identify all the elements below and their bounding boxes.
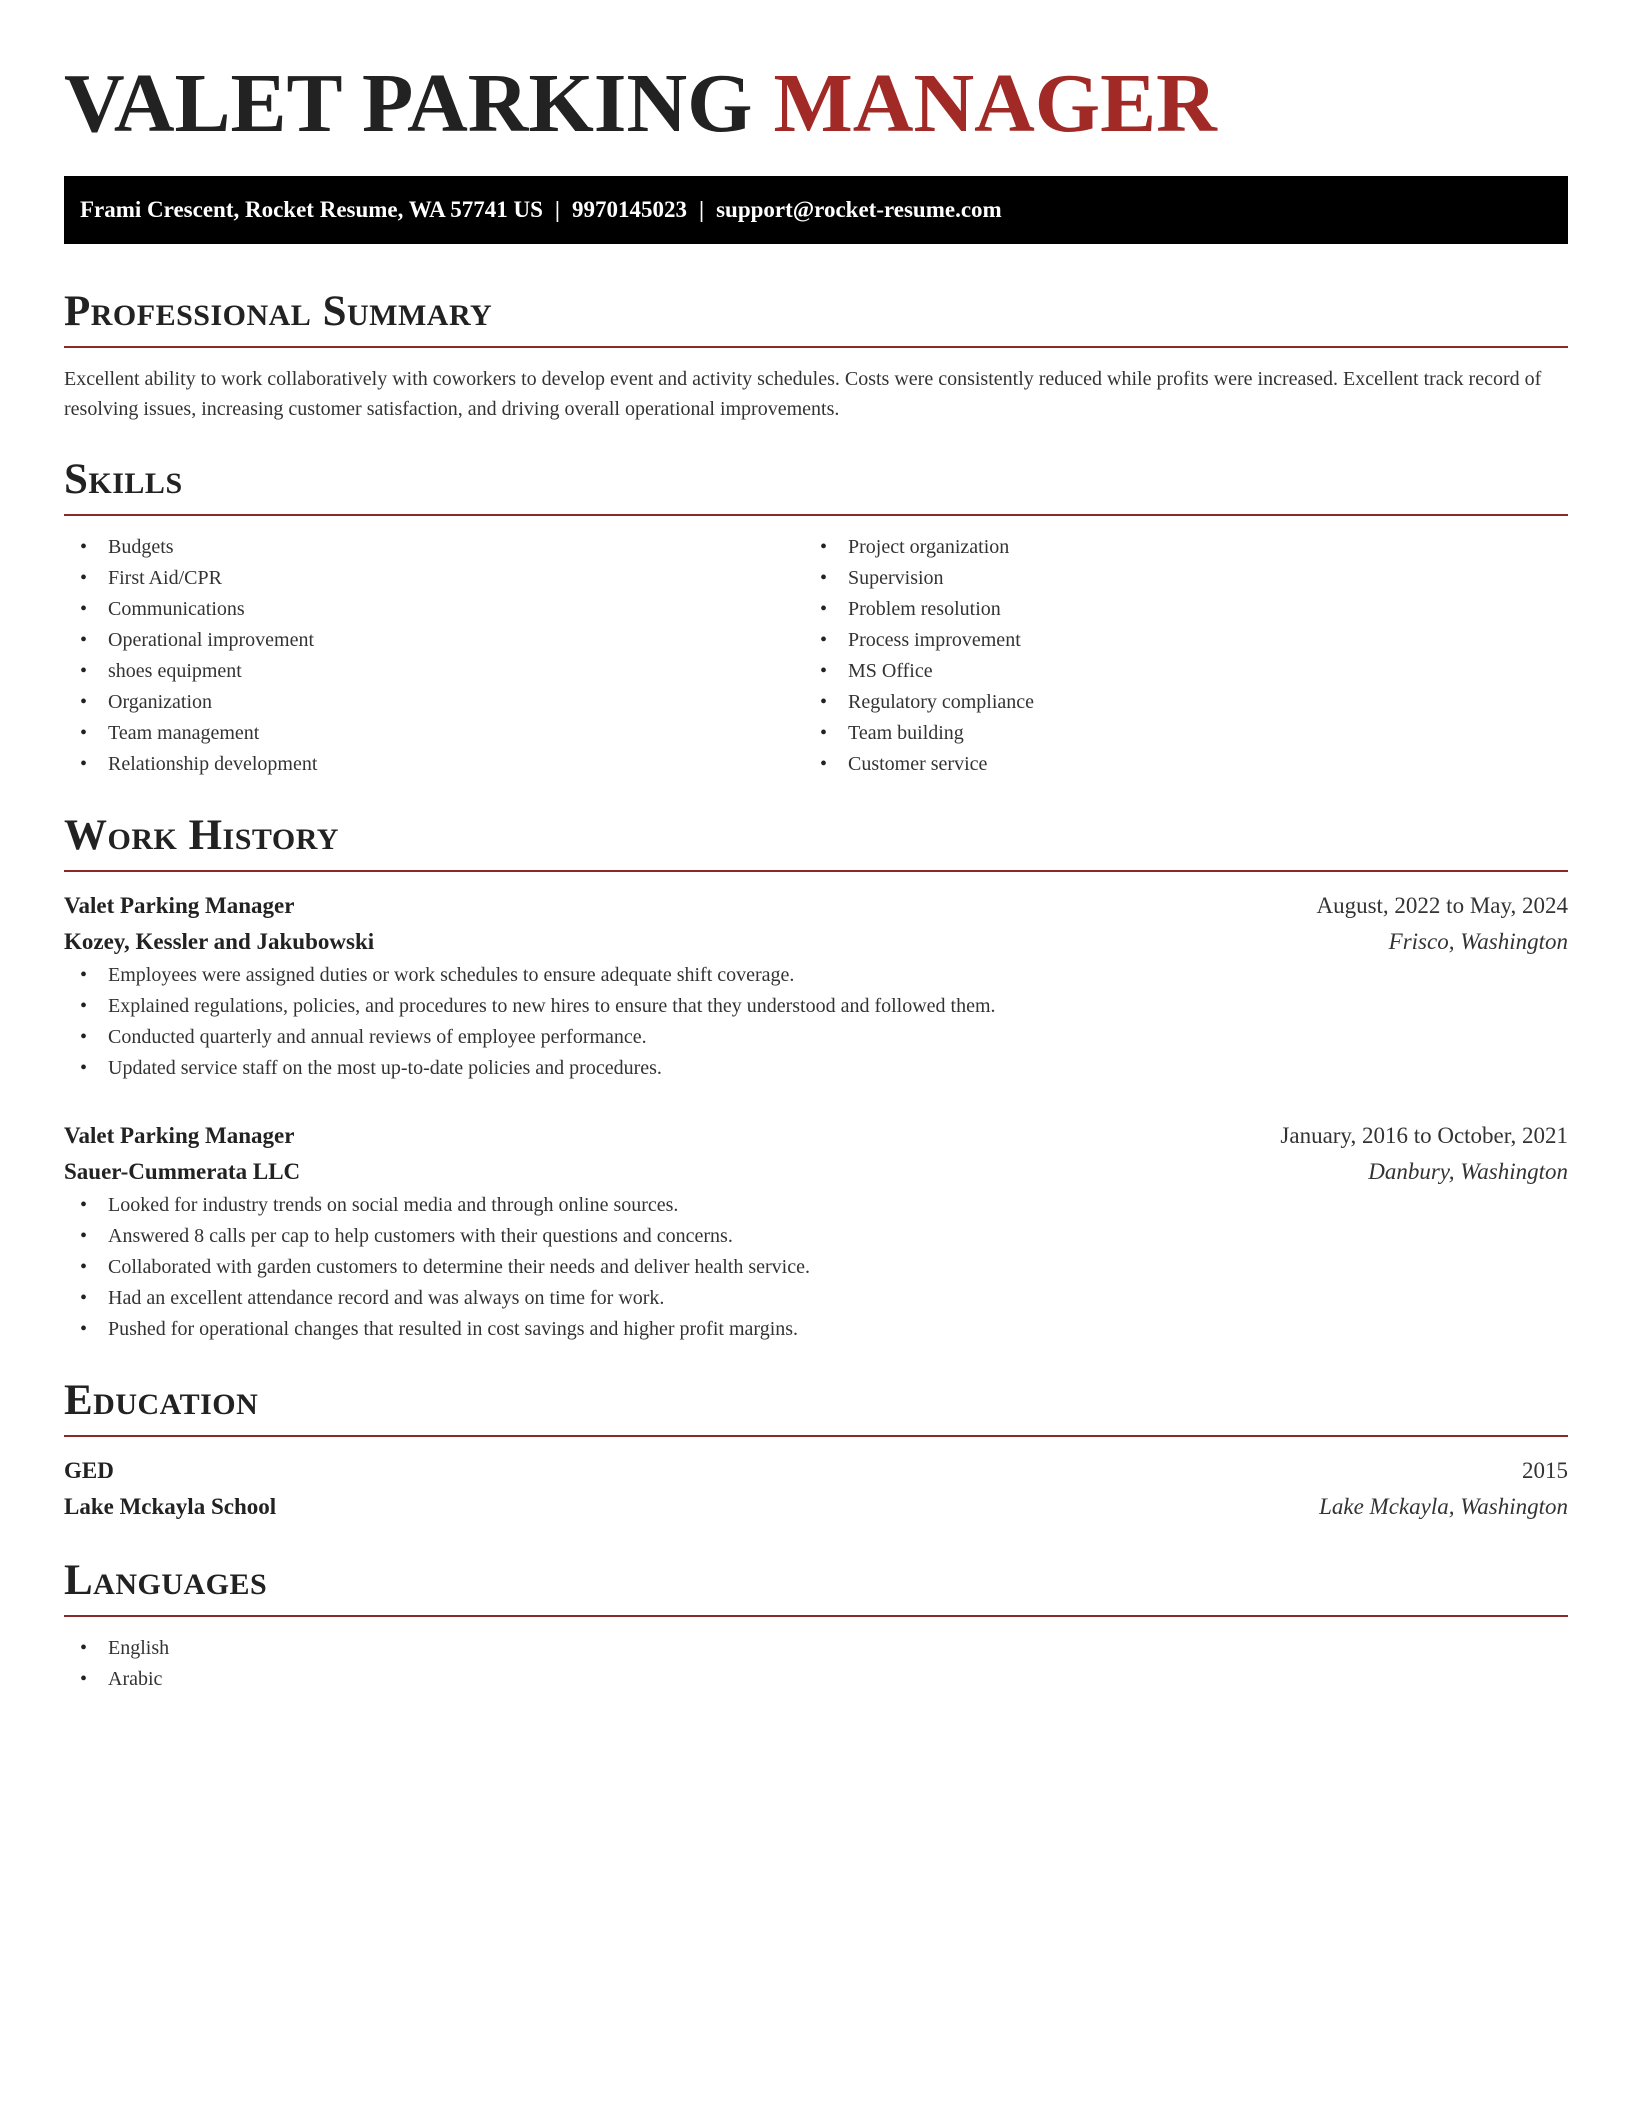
skills-grid [64,532,1568,780]
job-bullets [64,1190,1568,1345]
skill-item: • Regulatory compliance [804,687,1544,718]
job-location: Frisco, Washington [1388,929,1568,954]
section-divider [64,346,1568,348]
work-section [64,808,1568,1345]
section-divider [64,1435,1568,1437]
language-item: • Arabic [64,1664,1568,1695]
education-school: Lake Mckayla School [64,1494,277,1519]
language-item: • English [64,1633,1568,1664]
contact-phone: 9970145023 [572,197,687,222]
skills-list-left [64,532,804,780]
summary-section [64,284,1568,424]
skill-item: • Communications [64,594,804,625]
education-year: 2015 [1522,1458,1568,1483]
job-company: Kozey, Kessler and Jakubowski [64,929,375,954]
skill-item: • Problem resolution [804,594,1544,625]
languages-heading: Languages [64,1557,268,1604]
job-entry [64,888,1568,1084]
job-bullet: • Looked for industry trends on social media and through online sources. [64,1190,1568,1221]
skills-heading: Skills [64,456,183,503]
skill-item: • Team management [64,718,804,749]
resume-title [64,54,1568,154]
education-degree-row [64,1453,1568,1489]
summary-heading: Professional Summary [64,288,493,335]
job-title: Valet Parking Manager [64,893,295,918]
job-bullet: • Answered 8 calls per cap to help customers with their questions and concerns. [64,1221,1568,1252]
job-dates: January, 2016 to October, 2021 [1280,1123,1568,1148]
section-divider [64,1615,1568,1617]
job-company: Sauer-Cummerata LLC [64,1159,301,1184]
skill-item: • Team building [804,718,1544,749]
skills-list-right [804,532,1544,780]
skill-item: • Process improvement [804,625,1544,656]
education-location: Lake Mckayla, Washington [1319,1494,1568,1519]
education-school-row [64,1489,1568,1525]
contact-bar [64,176,1568,244]
skill-item: • Customer service [804,749,1544,780]
job-entry [64,1118,1568,1345]
job-bullet: • Updated service staff on the most up-to-date policies and procedures. [64,1053,1568,1084]
section-divider [64,514,1568,516]
job-bullets [64,960,1568,1084]
job-company-row [64,924,1568,960]
education-degree: GED [64,1458,114,1483]
skill-item: • Budgets [64,532,804,563]
job-bullet: • Explained regulations, policies, and procedures to new hires to ensure that they understood and followed them. [64,991,1568,1022]
work-heading: Work History [64,812,339,859]
job-bullet: • Conducted quarterly and annual reviews of employee performance. [64,1022,1568,1053]
job-bullet: • Had an excellent attendance record and was always on time for work. [64,1283,1568,1314]
section-divider [64,870,1568,872]
job-title-row [64,1118,1568,1154]
skill-item: • Project organization [804,532,1544,563]
job-company-row [64,1154,1568,1190]
skill-item: • Supervision [804,563,1544,594]
job-dates: August, 2022 to May, 2024 [1316,893,1568,918]
contact-separator: | [554,197,560,222]
contact-address: Frami Crescent, Rocket Resume, WA 57741 US [80,197,543,222]
title-accent: MANAGER [773,57,1217,150]
skills-section [64,452,1568,780]
education-section [64,1373,1568,1525]
job-bullet: • Pushed for operational changes that resulted in cost savings and higher profit margins. [64,1314,1568,1345]
skill-item: • MS Office [804,656,1544,687]
skill-item: • Organization [64,687,804,718]
languages-section [64,1553,1568,1695]
contact-email: support@rocket-resume.com [716,197,1002,222]
skill-item: • First Aid/CPR [64,563,804,594]
job-title-row [64,888,1568,924]
skill-item: • shoes equipment [64,656,804,687]
skill-item: • Relationship development [64,749,804,780]
education-heading: Education [64,1377,259,1424]
title-main: VALET PARKING [64,57,753,150]
job-bullet: • Collaborated with garden customers to determine their needs and deliver health service. [64,1252,1568,1283]
languages-list [64,1633,1568,1695]
skill-item: • Operational improvement [64,625,804,656]
job-location: Danbury, Washington [1368,1159,1568,1184]
contact-separator: | [699,197,705,222]
job-bullet: • Employees were assigned duties or work schedules to ensure adequate shift coverage. [64,960,1568,991]
summary-text: Excellent ability to work collaboratively with coworkers to develop event and activity schedules. Costs were consistently reduced while profits were increased. Excellent track record of resolving issues, increasing customer satisfaction, and driving overall operational improvements. [64,368,1542,420]
job-title: Valet Parking Manager [64,1123,295,1148]
